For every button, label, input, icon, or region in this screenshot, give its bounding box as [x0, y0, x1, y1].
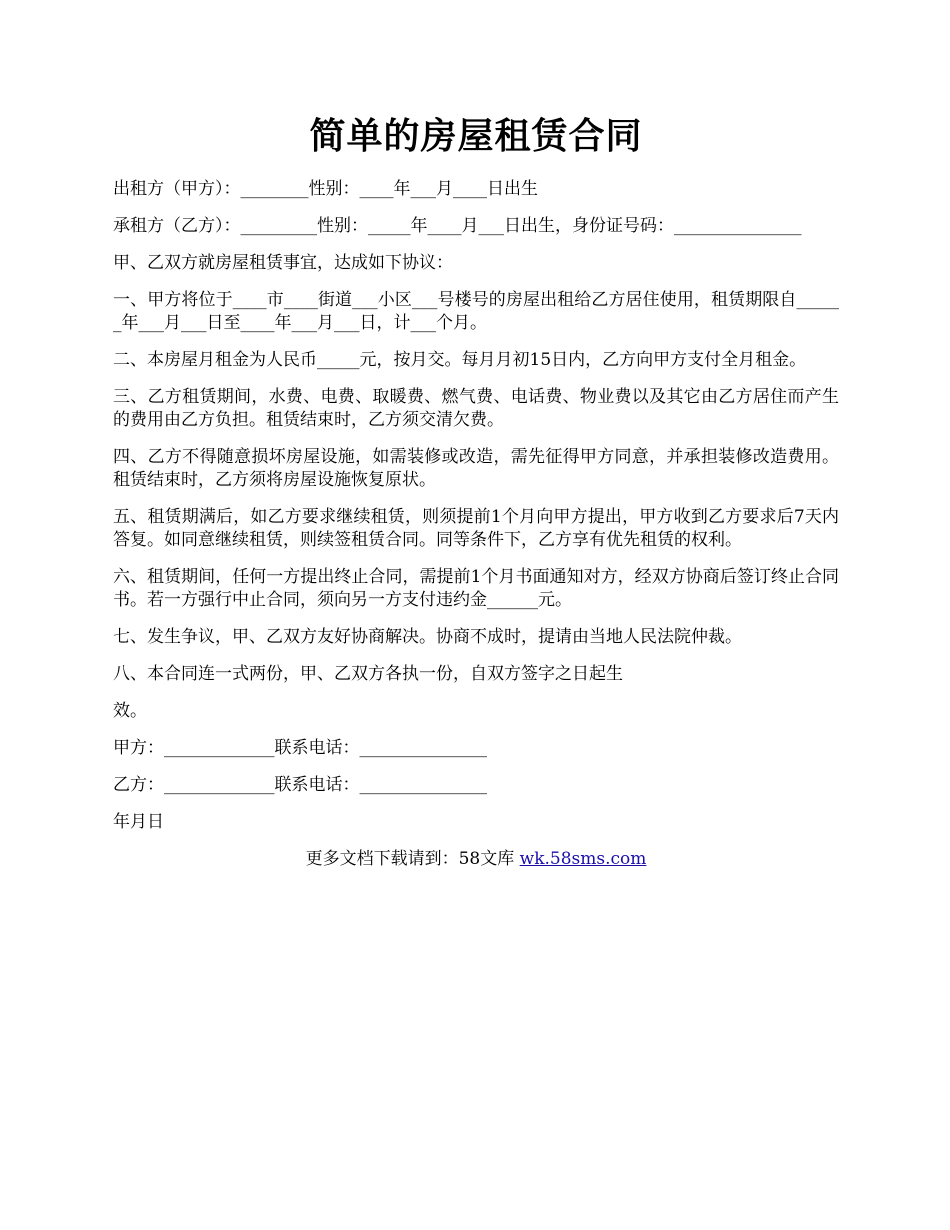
footer-text: 更多文档下载请到：58文库 — [305, 849, 520, 869]
clause-7: 七、发生争议，甲、乙双方友好协商解决。协商不成时，提请由当地人民法院仲裁。 — [113, 627, 742, 647]
clause-6: 六、租赁期间，任何一方提出终止合同，需提前1个月书面通知对方，经双方协商后签订终止合同书。若一方强行中止合同，须向另一方支付违约金______元。 — [113, 567, 839, 610]
clause-8-continued: 效。 — [113, 701, 147, 721]
party-b-signature: 乙方：_____________联系电话：_______________ — [113, 775, 487, 795]
signing-date: 年月日 — [113, 812, 164, 832]
clause-4: 四、乙方不得随意损坏房屋设施，如需装修或改造，需先征得甲方同意，并承担装修改造费用。租赁结束时，乙方须将房屋设施恢复原状。 — [113, 447, 839, 490]
lessee-info: 承租方（乙方）：_________性别：_____年____月___日出生，身份证号码：_______________ — [113, 216, 802, 236]
clause-5: 五、租赁期满后，如乙方要求继续租赁，则须提前1个月向甲方提出，甲方收到乙方要求后7天内答复。如同意继续租赁，则续签租赁合同。同等条件下，乙方享有优先租赁的权利。 — [113, 507, 839, 550]
clause-3: 三、乙方租赁期间，水费、电费、取暖费、燃气费、电话费、物业费以及其它由乙方居住而产生的费用由乙方负担。租赁结束时，乙方须交清欠费。 — [113, 387, 839, 430]
document-title: 简单的房屋租赁合同 — [309, 115, 643, 157]
lessor-info: 出租方（甲方）：________性别：____年___月____日出生 — [113, 179, 538, 199]
clause-1: 一、甲方将位于____市____街道___小区___号楼号的房屋出租给乙方居住使用，租赁期限自______年___月___日至____年___月___日，计___个月。 — [113, 290, 839, 333]
clause-8: 八、本合同连一式两份，甲、乙双方各执一份，自双方签字之日起生 — [113, 664, 623, 684]
footer-link[interactable]: wk.58sms.com — [519, 849, 647, 869]
download-footer — [113, 848, 839, 871]
document-page — [113, 108, 839, 871]
party-a-signature: 甲方：_____________联系电话：_______________ — [113, 738, 487, 758]
clause-2: 二、本房屋月租金为人民币_____元，按月交。每月月初15日内，乙方向甲方支付全月租金。 — [113, 350, 807, 370]
agreement-intro: 甲、乙双方就房屋租赁事宜，达成如下协议： — [113, 253, 453, 273]
